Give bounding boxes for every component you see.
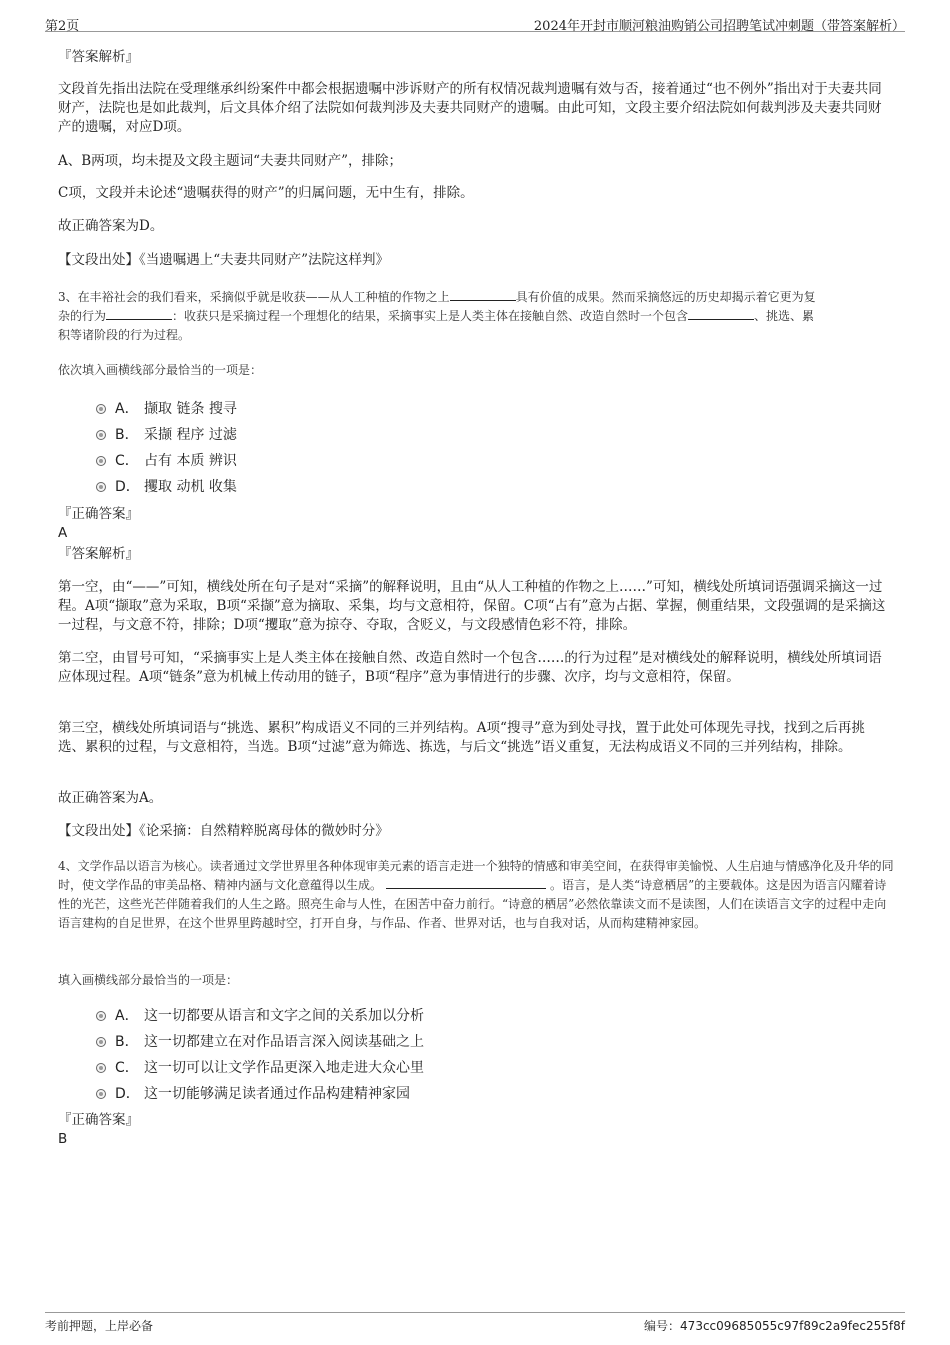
analysis-paragraph: 文段首先指出法院在受理继承纠纷案件中都会根据遗嘱中涉诉财产的所有权情况裁判遗嘱有效与否，接着通过“也不例外”指出对于夫妻共同财产，法院也是如此裁判，后文具体介绍了法院如何裁判涉及夫妻共同财产的遗嘱。由此可知，文段主要介绍法院如何裁判涉及夫妻共同财产的遗嘱，对应D项。 xyxy=(58,81,882,135)
page-header xyxy=(45,12,905,32)
answer-conclusion: 故正确答案为D。 xyxy=(58,218,164,234)
correct-answer: A xyxy=(58,525,68,541)
fill-blank xyxy=(106,308,172,320)
page-number: 第2页 xyxy=(45,19,80,34)
correct-answer-label: 『正确答案』 xyxy=(58,506,139,522)
source-citation: 【文段出处】《当遗嘱遇上“夫妻共同财产”法院这样判》 xyxy=(58,252,390,268)
document-title: 2024年开封市顺河粮油购销公司招聘笔试冲刺题（带答案解析） xyxy=(533,19,905,34)
radio-button[interactable] xyxy=(96,430,106,440)
document-code: 编号：473cc09685055c97f89c2a9fec255f8f xyxy=(644,1319,905,1333)
answer-conclusion: 故正确答案为A。 xyxy=(58,790,163,806)
analysis-label: 『答案解析』 xyxy=(58,49,139,65)
question-3-prompt: 依次填入画横线部分最恰当的一项是： xyxy=(58,363,263,377)
fill-blank xyxy=(450,289,516,301)
fill-blank xyxy=(688,308,754,320)
analysis-paragraph-3: 第三空，横线处所填词语与“挑选、累积”构成语义不同的三并列结构。A项“搜寻”意为到处寻找，置于此处可体现先寻找，找到之后再挑选、累积的过程，与文意相符，当选。B项“过滤”意为筛选、拣选，与后文“挑选”语义重复，无法构成语义不同的三并列结构，排除。 xyxy=(58,720,865,755)
radio-button[interactable] xyxy=(96,1011,106,1021)
radio-button[interactable] xyxy=(96,482,106,492)
option-ab-analysis: A、B两项，均未提及文段主题词“夫妻共同财产”，排除； xyxy=(58,153,402,169)
question-4-stem: 4、文学作品以语言为核心。读者通过文学世界里各种体现审美元素的语言走进一个独特的情感和审美空间，在获得审美愉悦、人生启迪与情感净化及升华的同时，使文学作品的审美品格、精神内涵与文化意蕴得以生成。 。语言，是人类“诗意栖居”的主要载体。这是因为语言闪耀着诗性的光芒，这些光芒伴随着我们的人生之路。照亮生命与人性，在困苦中奋力前行。“诗意的栖居”必然依靠读文而不是读图，人们在读语言文字的过程中走向语言建构的自足世界，在这个世界里跨越时空，打开自身，与作品、作者、世界对话，也与自我对话，从而构建精神家园。 xyxy=(58,859,894,930)
radio-button[interactable] xyxy=(96,1089,106,1099)
analysis-paragraph-1: 第一空，由“——”可知，横线处所在句子是对“采摘”的解释说明，且由“从人工种植的作物之上……”可知，横线处所填词语强调采摘这一过程。A项“撷取”意为采取，B项“采撷”意为摘取、采集，均与文意相符，保留。C项“占有”意为占据、掌握，侧重结果，文段强调的是采摘这一过程，与文意不符，排除；D项“攫取”意为掠夺、夺取，含贬义，与文段感情色彩不符，排除。 xyxy=(58,579,886,633)
question-3-stem: 3、在丰裕社会的我们看来，采摘似乎就是收获——从人工种植的作物之上 具有价值的成果。然而采摘悠远的历史却揭示着它更为复 杂的行为 ：收获只是采摘过程一个理想化的结果，采摘事实上是人类主体在接触自然、改造自然时一个包含 、挑选、累 积等诸阶段的行为过程。 xyxy=(58,290,816,342)
question-4-prompt: 填入画横线部分最恰当的一项是： xyxy=(58,973,239,987)
radio-button[interactable] xyxy=(96,456,106,466)
correct-answer-label: 『正确答案』 xyxy=(58,1112,139,1128)
analysis-label: 『答案解析』 xyxy=(58,546,139,562)
source-citation: 【文段出处】《论采摘：自然精粹脱离母体的微妙时分》 xyxy=(58,823,389,839)
radio-button[interactable] xyxy=(96,1063,106,1073)
page-footer xyxy=(45,1312,905,1334)
footer-slogan: 考前押题，上岸必备 xyxy=(45,1319,154,1333)
analysis-paragraph-2: 第二空，由冒号可知，“采摘事实上是人类主体在接触自然、改造自然时一个包含……的行为过程”是对横线处的解释说明，横线处所填词语应体现过程。A项“链条”意为机械上传动用的链子，B项“程序”意为事情进行的步骤、次序，均与文意相符，保留。 xyxy=(58,650,882,685)
radio-button[interactable] xyxy=(96,1037,106,1047)
fill-blank xyxy=(386,877,546,889)
radio-button[interactable] xyxy=(96,404,106,414)
option-c-analysis: C项，文段并未论述“遗嘱获得的财产”的归属问题，无中生有，排除。 xyxy=(58,185,474,201)
correct-answer: B xyxy=(58,1131,68,1147)
